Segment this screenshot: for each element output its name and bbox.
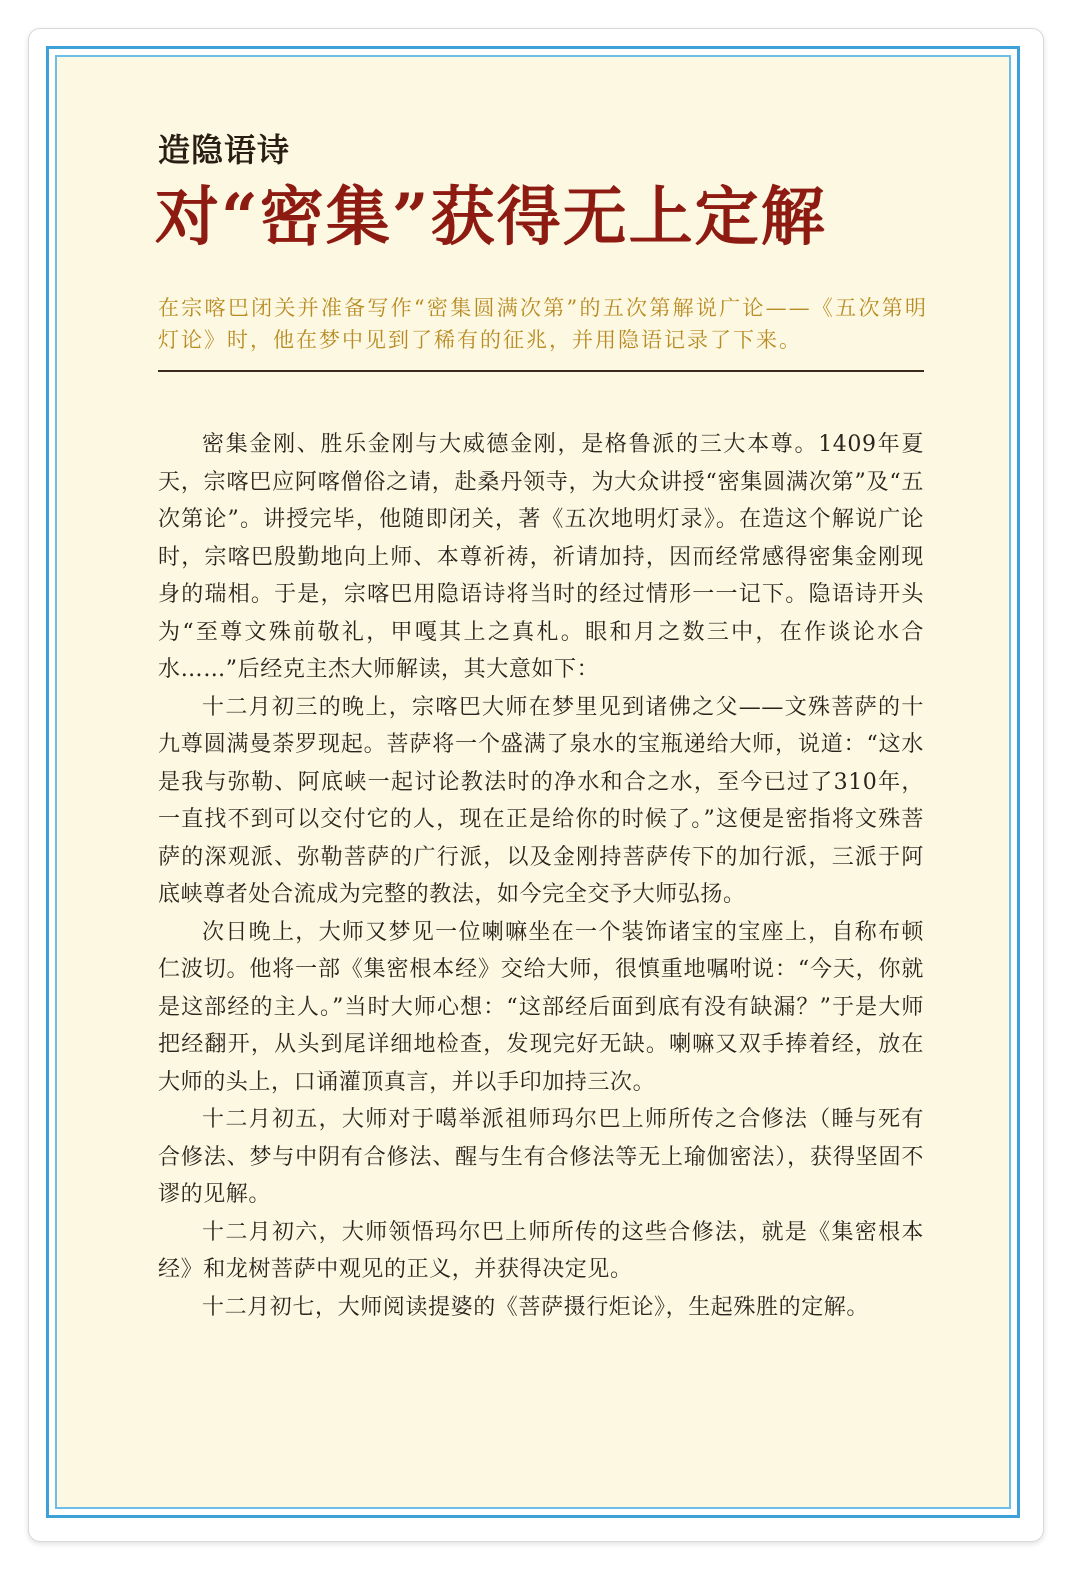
body-paragraph: 次日晚上，大师又梦见一位喇嘛坐在一个装饰诸宝的宝座上，自称布顿仁波切。他将一部《集密根本经》交给大师，很慎重地嘱咐说：“今天，你就是这部经的主人。”当时大师心想：“这部经后面到底有没有缺漏？”于是大师把经翻开，从头到尾详细地检查，发现完好无缺。喇嘛又双手捧着经，放在大师的头上，口诵灌顶真言，并以手印加持三次。 [158, 919, 924, 1095]
page-title: 对“密集”获得无上定解 [155, 180, 827, 255]
body-paragraph: 十二月初三的晚上，宗喀巴大师在梦里见到诸佛之父——文殊菩萨的十九尊圆满曼荼罗现起。菩萨将一个盛满了泉水的宝瓶递给大师，说道：“这水是我与弥勒、阿底峡一起讨论教法时的净水和合之水，至今已过了310年，一直找不到可以交付它的人，现在正是给你的时候了。”这便是密指将文殊菩萨的深观派、弥勒菩萨的广行派，以及金刚持菩萨传下的加行派，三派于阿底峡尊者处合流成为完整的教法，如今完全交予大师弘扬。 [158, 694, 924, 907]
body-paragraph: 十二月初七，大师阅读提婆的《菩萨摄行炬论》，生起殊胜的定解。 [202, 1294, 870, 1320]
body-paragraph: 十二月初五，大师对于噶举派祖师玛尔巴上师所传之合修法（睡与死有合修法、梦与中阴有合修法、醒与生有合修法等无上瑜伽密法），获得坚固不谬的见解。 [158, 1107, 924, 1207]
body-paragraph: 密集金刚、胜乐金刚与大威德金刚，是格鲁派的三大本尊。1409年夏天，宗喀巴应阿喀僧俗之请，赴桑丹领寺，为大众讲授“密集圆满次第”及“五次第论”。讲授完毕，他随即闭关，著《五次地明灯录》。在造这个解说广论时，宗喀巴殷勤地向上师、本尊祈祷，祈请加持，因而经常感得密集金刚现身的瑞相。于是，宗喀巴用隐语诗将当时的经过情形一一记下。隐语诗开头为“至尊文殊前敬礼，甲嘎其上之真札。眼和月之数三中，在作谈论水合水……”后经克主杰大师解读，其大意如下： [158, 432, 924, 682]
section-pretitle: 造隐语诗 [158, 131, 291, 169]
title-divider [158, 370, 924, 372]
body-paragraph: 十二月初六，大师领悟玛尔巴上师所传的这些合修法，就是《集密根本经》和龙树菩萨中观见的正义，并获得决定见。 [158, 1219, 924, 1282]
article-body [158, 426, 924, 1326]
lead-paragraph: 在宗喀巴闭关并准备写作“密集圆满次第”的五次第解说广论——《五次第明灯论》时，他在梦中见到了稀有的征兆，并用隐语记录了下来。 [158, 296, 928, 352]
